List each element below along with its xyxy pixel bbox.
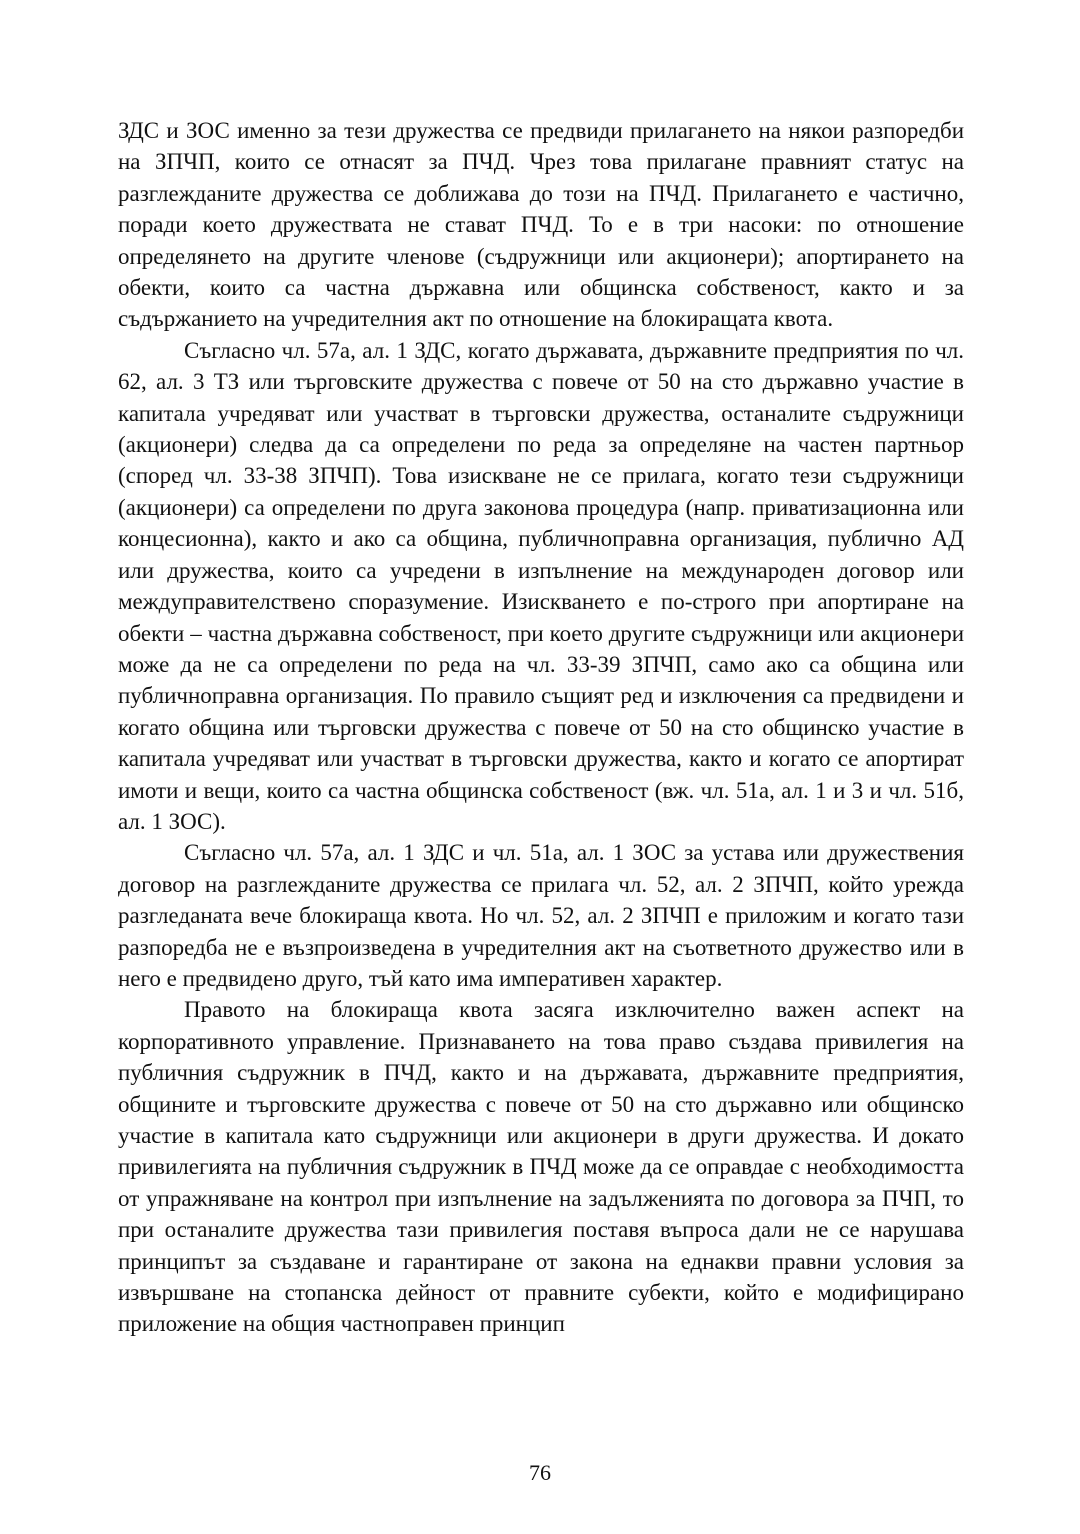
paragraph-1: ЗДС и ЗОС именно за тези дружества се предвиди прилагането на някои разпоредби на ЗПЧП, които се отнасят за ПЧД. Чрез това прилагане правният статус на разглежданите дружества се доближава до този на ПЧД. Прилагането е частично, поради което дружествата не стават ПЧД. То е в три насоки: по отношение определянето на другите членове (съдружници или акционери); апортирането на обекти, които са частна държавна или общинска собственост, както и за съдържанието на учредителния акт по отношение на блокиращата квота.	[118, 118, 964, 332]
document-body	[118, 115, 964, 1340]
paragraph-4: Правото на блокираща квота засяга изключително важен аспект на корпоративното управление. Признаването на това право създава привилегия на публичния съдружник в ПЧД, както и на държавата, държавните предприятия, общините и търговските дружества с повече от 50 на сто държавно или общинско участие в капитала като съдружници или акционери в други дружества. И докато привилегията на публичния съдружник в ПЧД може да се оправдае с необходимостта от упражняване на контрол при изпълнение на задълженията по договора за ПЧП, то при останалите дружества тази привилегия поставя въпроса дали не се нарушава принципът за създаване и гарантиране от закона на еднакви правни условия за извършване на стопанска дейност от правните субекти, който е модифицирано приложение на общия частноправен принцип	[118, 997, 964, 1337]
paragraph-3: Съгласно чл. 57а, ал. 1 ЗДС и чл. 51а, ал. 1 ЗОС за устава или дружествения договор на разглежданите дружества се прилага чл. 52, ал. 2 ЗПЧП, който урежда разгледаната вече блокираща квота. Но чл. 52, ал. 2 ЗПЧП е приложим и когато тази разпоредба не е възпроизведена в учредителния акт на съответното дружество или в него е предвидено друго, тъй като има императивен характер.	[118, 840, 964, 991]
page-number: 76	[529, 1460, 551, 1485]
paragraph-2: Съгласно чл. 57а, ал. 1 ЗДС, когато държавата, държавните предприятия по чл. 62, ал. 3 ТЗ или търговските дружества с повече от 50 на сто държавно участие в капитала учредяват или участват в търговски дружества, останалите съдружници (акционери) следва да са определени по реда за определяне на частен партньор (според чл. 33-38 ЗПЧП). Това изискване не се прилага, когато тези съдружници (акционери) са определени по друга законова процедура (напр. приватизационна или концесионна), както и ако са община, публичноправна организация, публично АД или дружества, които са учредени в изпълнение на международен договор или междуправителствено споразумение. Изискването е по-строго при апортиране на обекти – частна държавна собственост, при което другите съдружници или акционери може да не са определени по реда на чл. 33-39 ЗПЧП, само ако са община или публичноправна организация. По правило същият ред и изключения са предвидени и когато община или търговски дружества с повече от 50 на сто общинско участие в капитала учредяват или участват в търговски дружества, както и когато се апортират имоти и вещи, които са частна общинска собственост (вж. чл. 51а, ал. 1 и 3 и чл. 51б, ал. 1 ЗОС).	[118, 337, 964, 834]
